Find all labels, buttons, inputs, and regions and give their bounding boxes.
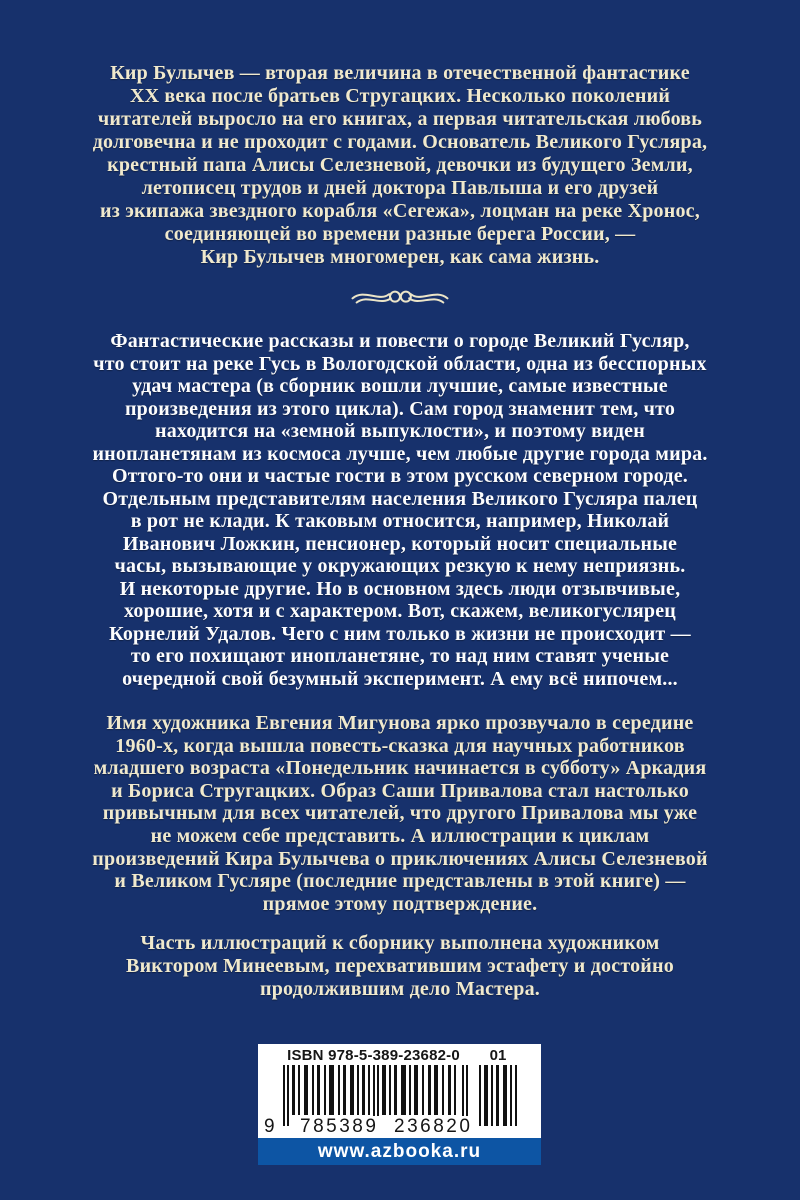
- paragraph-author-intro: [0, 62, 800, 269]
- text-line: произведения из этого цикла). Сам город знаменит тем, что: [124, 397, 676, 420]
- text-line: инопланетянам из космоса лучше, чем любые другие города мира.: [92, 442, 708, 465]
- paragraph-migunov-note: [0, 712, 800, 915]
- text-line: очередной свой безумный эксперимент. А ему всё нипочем...: [122, 667, 678, 690]
- barcode-block: [258, 1044, 541, 1165]
- isbn-number: ISBN 978-5-389-23682-0: [287, 1047, 460, 1064]
- text-line: произведений Кира Булычева о приключениях Алисы Селезневой: [92, 847, 708, 870]
- wave-flourish-icon: [350, 278, 450, 312]
- text-line: младшего возраста «Понедельник начинается в субботу» Аркадия: [93, 757, 707, 780]
- text-line: в рот не клади. К таковым относится, например, Николай: [130, 510, 670, 532]
- paragraph-gusliar-annotation: [0, 330, 800, 690]
- text-line: Имя художника Евгения Мигунова ярко прозвучало в середине: [106, 712, 694, 734]
- publisher-website-strip: [258, 1138, 541, 1165]
- text-line: Оттого-то они и частые гости в этом русском северном городе.: [111, 465, 689, 487]
- text-line: читателей выросло на его книгах, а первая читательская любовь: [97, 108, 703, 130]
- text-line: Кир Булычев многомерен, как сама жизнь.: [200, 246, 600, 268]
- text-line: Фантастические рассказы и повести о городе Великий Гусляр,: [110, 330, 690, 352]
- text-line: не можем себе представить. А иллюстрации к циклам: [150, 824, 650, 847]
- text-line: хорошие, хотя и с характером. Вот, скажем, великогуслярец: [123, 600, 677, 622]
- text-line: что стоит на реке Гусь в Вологодской области, одна из бесспорных: [93, 352, 707, 375]
- text-line: Иванович Ложкин, пенсионер, который носит специальные: [122, 532, 678, 555]
- text-line: находится на «земной выпуклости», и поэтому виден: [155, 420, 645, 442]
- text-line: и Бориса Стругацких. Образ Саши Привалова стал настолько: [111, 779, 689, 802]
- text-line: Отдельным представителям населения Великого Гусляра палец: [102, 487, 698, 510]
- text-line: соединяющей во времени разные берега России, —: [164, 223, 636, 245]
- text-line: ХХ века после братьев Стругацких. Несколько поколений: [129, 85, 671, 107]
- text-line: Часть иллюстраций к сборнику выполнена художником: [140, 932, 660, 954]
- text-line: то его похищают инопланетяне, то над ним ставят ученые: [130, 645, 670, 667]
- text-line: Виктором Минеевым, перехватившим эстафету и достойно: [126, 955, 674, 977]
- text-line: Корнелий Удалов. Чего с ним только в жизни не происходит —: [109, 622, 691, 645]
- ean-group-left: 785389: [300, 1116, 379, 1137]
- text-line: продолжившим дело Мастера.: [260, 978, 540, 1000]
- publisher-website-url: www.azbooka.ru: [317, 1140, 482, 1162]
- barcode-addon-code: 01: [489, 1047, 507, 1064]
- ean-addon-barcode-icon: [479, 1065, 519, 1126]
- ean-group-right: 236820: [394, 1116, 473, 1137]
- divider-ornament: [0, 278, 800, 317]
- paragraph-mineev-note: [0, 932, 800, 1001]
- ean-digit-first: 9: [264, 1116, 275, 1137]
- text-line: крестный папа Алисы Селезневой, девочки из будущего Земли,: [107, 154, 693, 176]
- text-line: и Великом Гусляре (последние представлены в этой книге) —: [114, 870, 686, 893]
- text-line: 1960-х, когда вышла повесть-сказка для научных работников: [115, 734, 685, 757]
- text-line: долговечна и не проходит с годами. Основатель Великого Гусляра,: [92, 131, 708, 153]
- text-line: И некоторые другие. Но в основном здесь люди отзывчивые,: [119, 577, 681, 600]
- text-line: из экипажа звездного корабля «Сегежа», лоцман на реке Хронос,: [100, 200, 700, 222]
- text-line: часы, вызывающие у окружающих резкую к нему неприязнь.: [114, 555, 686, 577]
- text-line: летописец трудов и дней доктора Павлыша и его друзей: [141, 177, 659, 199]
- text-line: привычным для всех читателей, что другого Привалова мы уже: [102, 802, 698, 825]
- text-line: удач мастера (в сборник вошли лучшие, самые известные: [132, 375, 668, 397]
- text-line: Кир Булычев — вторая величина в отечественной фантастике: [110, 62, 690, 84]
- text-line: прямое этому подтверждение.: [262, 892, 538, 915]
